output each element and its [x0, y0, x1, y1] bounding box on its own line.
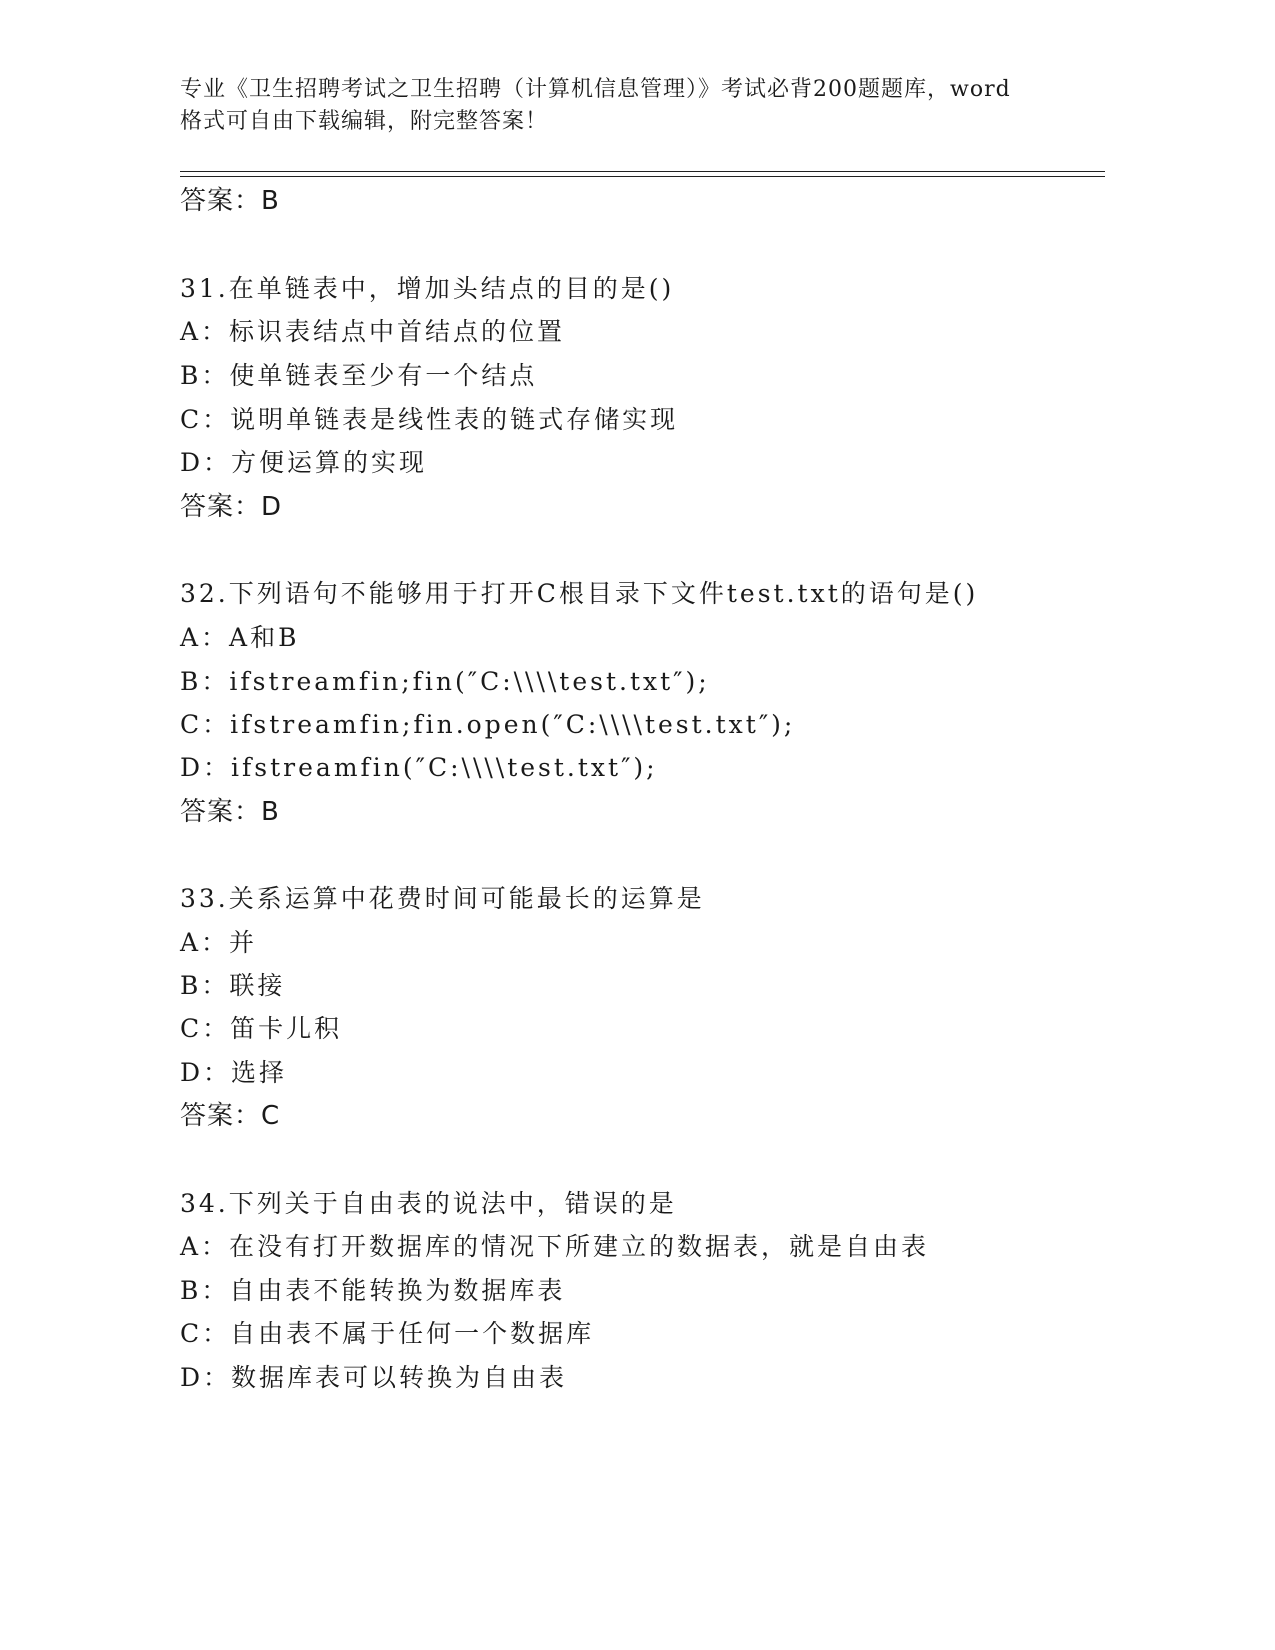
option-c: C：自由表不属于任何一个数据库 [180, 1319, 595, 1348]
option-b: B：使单链表至少有一个结点 [180, 361, 538, 390]
header-rule-bottom [180, 176, 1105, 177]
header-rule-top [180, 171, 1105, 172]
option-a: A：在没有打开数据库的情况下所建立的数据表，就是自由表 [180, 1232, 930, 1261]
question-stem: 33.关系运算中花费时间可能最长的运算是 [180, 884, 705, 913]
option-a: A：并 [180, 928, 258, 957]
option-d: D：方便运算的实现 [180, 448, 428, 477]
option-c: C：说明单链表是线性表的链式存储实现 [180, 405, 679, 434]
question-stem: 34.下列关于自由表的说法中，错误的是 [180, 1189, 677, 1218]
answer: 答案：C [180, 1101, 281, 1131]
header-line-1: 专业《卫生招聘考试之卫生招聘（计算机信息管理）》考试必背200题题库，word [180, 77, 1011, 102]
answer: 答案：B [180, 797, 280, 827]
option-b: B：自由表不能转换为数据库表 [180, 1276, 566, 1305]
option-a: A：标识表结点中首结点的位置 [180, 317, 566, 346]
answer: 答案：D [180, 492, 283, 522]
option-d: D：选择 [180, 1058, 288, 1087]
option-b: B：联接 [180, 971, 286, 1000]
option-d: D：数据库表可以转换为自由表 [180, 1363, 568, 1392]
option-c: C：ifstreamfin;fin.open(″C:\\\\test.txt″); [180, 710, 796, 739]
option-b: B：ifstreamfin;fin(″C:\\\\test.txt″); [180, 667, 710, 696]
question-stem: 31.在单链表中，增加头结点的目的是() [180, 274, 675, 303]
header-line-2: 格式可自由下载编辑，附完整答案！ [180, 109, 549, 134]
previous-answer: 答案：B [180, 186, 280, 216]
question-stem: 32.下列语句不能够用于打开C根目录下文件test.txt的语句是() [180, 579, 979, 608]
option-a: A：A和B [180, 623, 300, 652]
option-d: D：ifstreamfin(″C:\\\\test.txt″); [180, 753, 658, 782]
document-header [180, 74, 1060, 138]
option-c: C：笛卡儿积 [180, 1014, 343, 1043]
